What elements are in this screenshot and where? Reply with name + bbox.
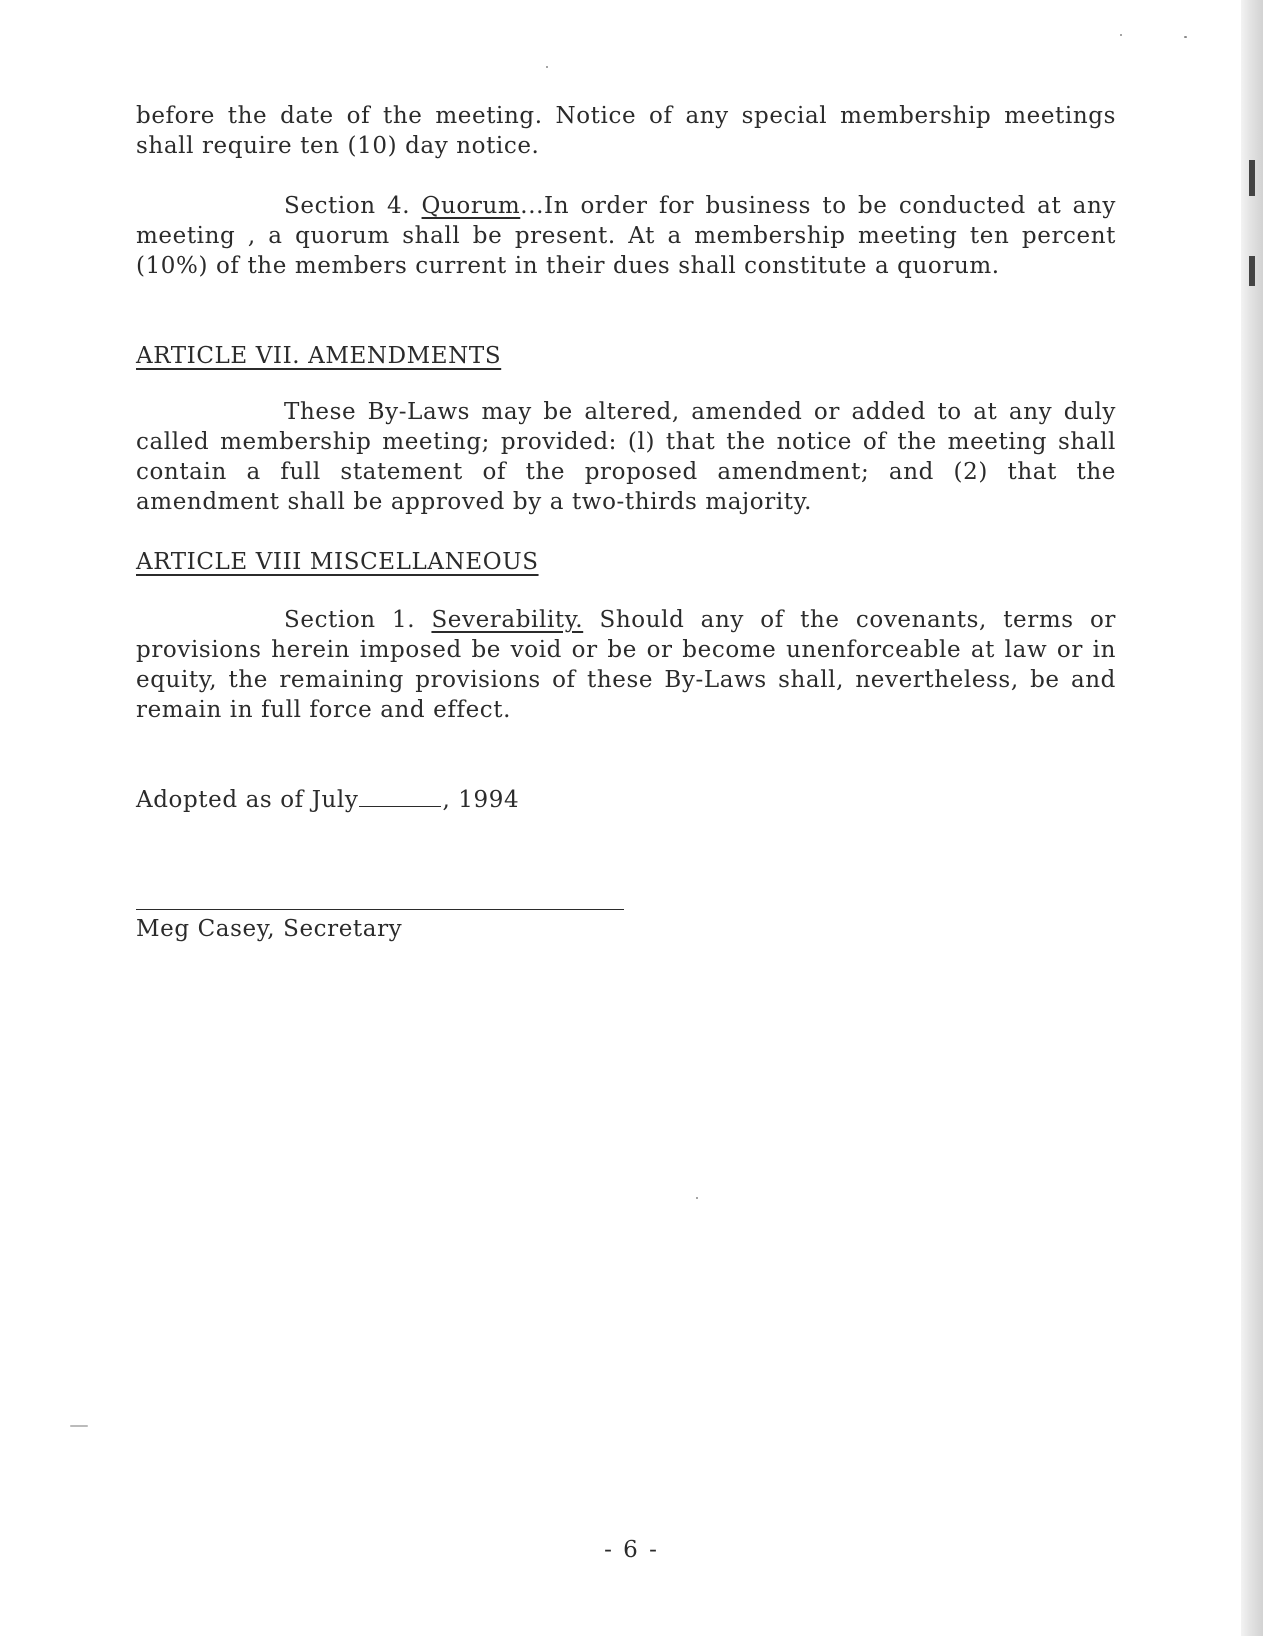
scan-speck [1120,34,1122,36]
adopted-text: Adopted as of July [136,787,359,813]
section-4-text: ...In order for business to be conducted at any meeting , a quorum shall be present. At a membership meeting ten percent (10%) of the members current in their dues shall constitute a quorum. [136,193,1116,279]
scan-speck [70,1425,88,1427]
section-1-text: Should any of the covenants, terms or provisions herein imposed be void or be or become unenforceable at law or in equity, the remaining provisions of these By-Laws shall, nevertheless, be and remain in full force and effect. [136,607,1116,723]
section-1-prefix: Section 1. [284,607,432,633]
signature-line [136,909,624,910]
section-4-prefix: Section 4. [284,193,422,219]
scan-speck [546,66,548,68]
section-1-title: Severability. [431,607,584,633]
scan-speck [696,1197,698,1199]
section-4-paragraph [136,191,1116,281]
scan-edge-shadow [1241,0,1263,1636]
document-body [136,101,1116,944]
article-7-heading-row [136,341,1116,371]
intro-paragraph: before the date of the meeting. Notice of any special membership meetings shall require ten (10) day notice. [136,103,1116,159]
scan-speck [1184,36,1187,38]
adopted-line [136,785,1116,815]
scan-edge-mark [1249,256,1255,286]
article-8-heading: ARTICLE VIII MISCELLANEOUS [136,549,539,575]
adopted-year: , 1994 [442,787,520,813]
article-7-paragraph: These By-Laws may be altered, amended or added to at any duly called membership meeting; provided: (l) that the notice of the meeting shall contain a full statement of the proposed amendment; and (2) that the amendment shall be approved by a two-thirds majority. [136,399,1116,515]
article-7-heading: ARTICLE VII. AMENDMENTS [136,343,502,369]
section-4-title: Quorum [421,193,521,219]
date-blank [359,786,441,807]
severability-paragraph [136,605,1116,725]
scan-edge-mark [1249,160,1255,196]
page-number: - 6 - [604,1537,659,1563]
signature-name: Meg Casey, Secretary [136,916,403,942]
article-8-heading-row [136,547,1116,577]
